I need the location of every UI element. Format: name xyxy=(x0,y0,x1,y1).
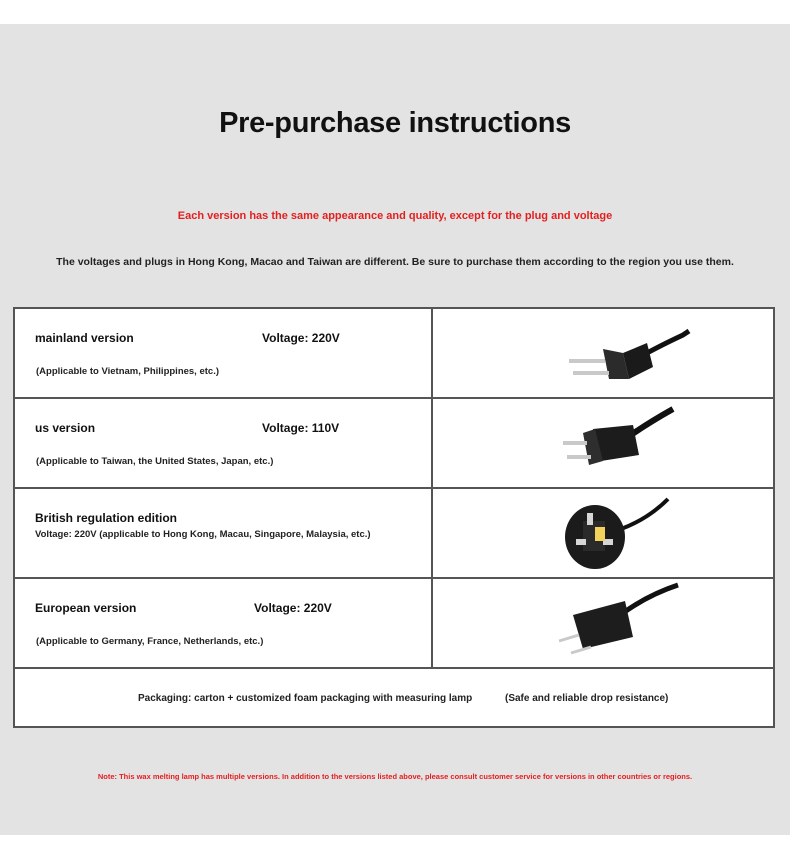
version-info-cell xyxy=(14,578,432,668)
version-voltage: Voltage: 220V xyxy=(262,331,340,345)
table-row-us xyxy=(14,398,774,488)
version-name: mainland version xyxy=(35,331,134,345)
version-name: European version xyxy=(35,601,137,615)
table-row-mainland xyxy=(14,308,774,398)
version-applicable: (Applicable to Germany, France, Netherlands, etc.) xyxy=(36,636,264,647)
version-notice: Each version has the same appearance and quality, except for the plug and voltage xyxy=(177,210,613,222)
version-applicable: (Applicable to Vietnam, Philippines, etc.) xyxy=(36,366,219,377)
version-info-cell xyxy=(14,398,432,488)
plug-image-cell xyxy=(432,578,774,668)
version-info-cell xyxy=(14,308,432,398)
plug-image-cell xyxy=(432,488,774,578)
packaging-note: (Safe and reliable drop resistance) xyxy=(505,693,669,704)
type-a-two-flat-pin-plug-icon xyxy=(433,309,774,397)
version-voltage: Voltage: 110V xyxy=(262,421,340,435)
plug-image-cell xyxy=(432,398,774,488)
version-name: us version xyxy=(35,421,96,435)
packaging-cell xyxy=(14,668,774,727)
instruction-panel xyxy=(0,24,790,835)
uk-three-pin-plug-icon xyxy=(433,489,774,577)
versions-table xyxy=(13,307,775,728)
footer-note: Note: This wax melting lamp has multiple versions. In addition to the versions listed above, please consult customer service for versions in other countries or regions. xyxy=(97,772,693,781)
version-info-cell xyxy=(14,488,432,578)
table-row-european xyxy=(14,578,774,668)
version-name: British regulation edition xyxy=(35,511,178,525)
table-row-packaging xyxy=(14,668,774,727)
us-two-flat-pin-plug-icon xyxy=(433,399,774,487)
version-voltage: Voltage: 220V xyxy=(254,601,332,615)
plug-image-cell xyxy=(432,308,774,398)
version-applicable: (Applicable to Taiwan, the United States, Japan, etc.) xyxy=(36,456,274,467)
version-detail: Voltage: 220V (applicable to Hong Kong, Macau, Singapore, Malaysia, etc.) xyxy=(35,529,371,540)
table-row-british xyxy=(14,488,774,578)
eu-two-round-pin-plug-icon xyxy=(433,579,774,667)
region-notice: The voltages and plugs in Hong Kong, Macao and Taiwan are different. Be sure to purchase them according to the region you use them. xyxy=(56,256,734,268)
page-title: Pre-purchase instructions xyxy=(219,107,571,139)
packaging-text: Packaging: carton + customized foam packaging with measuring lamp xyxy=(138,693,473,704)
